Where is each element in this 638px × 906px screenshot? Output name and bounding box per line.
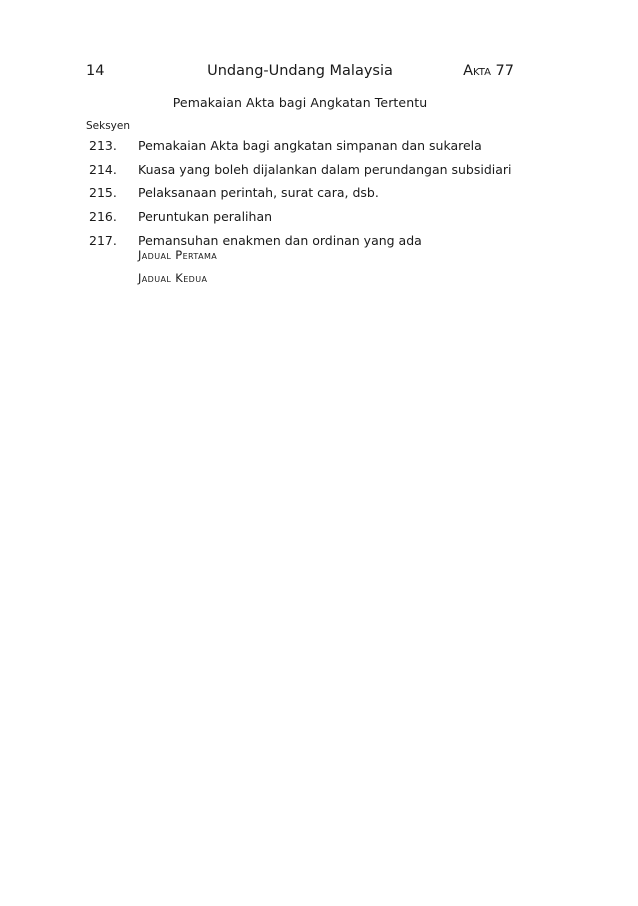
toc-row [89,186,529,210]
schedules-list [138,248,217,293]
section-column-label: Seksyen [86,120,131,132]
section-title: Pelaksanaan perintah, surat cara, dsb. [138,185,379,201]
toc-row [89,163,529,187]
act-number: 77 [495,63,514,79]
law-title: Undang-Undang Malaysia [207,63,393,79]
running-header [86,63,514,85]
schedule-second: Jadual Kedua [138,270,208,285]
section-number: 217. [89,232,117,248]
section-number: 216. [89,209,117,225]
table-of-contents [89,139,529,257]
part-heading: Pemakaian Akta bagi Angkatan Tertentu [172,95,428,110]
toc-row [89,210,529,234]
act-reference [463,63,514,79]
act-prefix: Akta [463,63,491,79]
section-title: Pemakaian Akta bagi angkatan simpanan dan sukarela [138,138,482,153]
section-title: Peruntukan peralihan [138,209,273,225]
toc-row [89,139,529,163]
schedule-first: Jadual Pertama [138,248,218,262]
section-number: 215. [89,185,117,201]
section-number: 213. [89,138,117,153]
section-number: 214. [89,161,117,177]
section-title: Pemansuhan enakmen dan ordinan yang ada [138,232,422,248]
page-number: 14 [86,63,105,79]
section-title: Kuasa yang boleh dijalankan dalam perundangan subsidiari [138,161,512,177]
